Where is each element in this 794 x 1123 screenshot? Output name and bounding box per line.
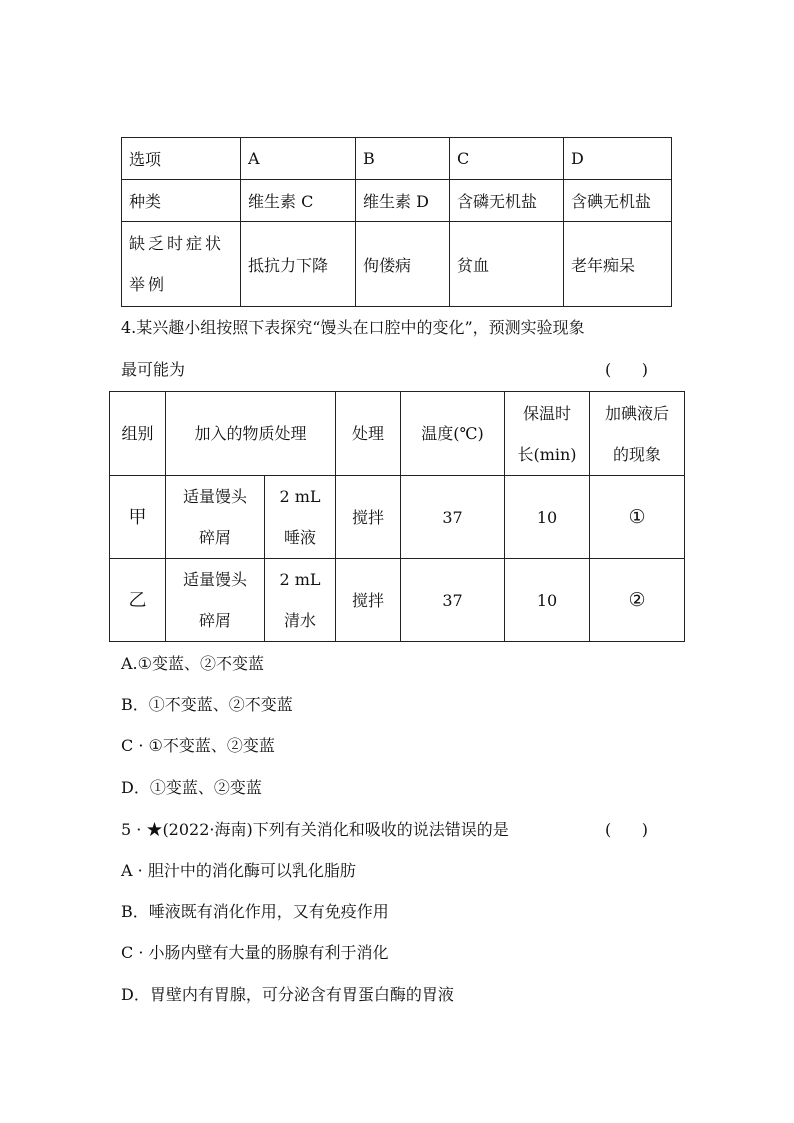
table-cell: 老年痴呆 (564, 222, 672, 307)
option-a: A · 胆汁中的消化酶可以乳化脂肪 (121, 861, 356, 880)
table-row (110, 476, 685, 559)
cell-line: 2 mL (279, 487, 321, 506)
table-cell: 乙 (110, 559, 166, 642)
table-cell: 抵抗力下降 (241, 222, 356, 307)
table-cell (265, 559, 336, 642)
header-cell: 组别 (110, 392, 166, 476)
table-cell: 佝偻病 (356, 222, 450, 307)
cell-line: 适量馒头 (182, 570, 247, 589)
option-c: C · ①不变蓝、②变蓝 (121, 736, 275, 755)
table-row (122, 222, 672, 307)
table-cell: 10 (505, 559, 590, 642)
table-cell: 37 (401, 559, 505, 642)
cell-line: 适量馒头 (182, 487, 247, 506)
symptom-label-line1: 缺乏时症状 (129, 234, 225, 253)
table-cell: 维生素 C (241, 180, 356, 222)
option-a: A.①变蓝、②不变蓝 (121, 654, 264, 673)
table-row (110, 392, 685, 476)
header-cell (590, 392, 685, 476)
table-cell: A (241, 138, 356, 180)
table-cell (265, 476, 336, 559)
cell-line: 碎屑 (198, 528, 231, 547)
option-b: B．①不变蓝、②不变蓝 (121, 695, 293, 714)
header-result-line2: 的现象 (612, 444, 661, 464)
table-cell: 维生素 D (356, 180, 450, 222)
table-row (122, 180, 672, 222)
cell-line: 2 mL (279, 570, 321, 589)
table-cell: 种类 (122, 180, 241, 222)
table-cell (166, 559, 265, 642)
answer-blank: ( ) (605, 360, 648, 379)
question-4-stem-cont: 最可能为 (121, 360, 186, 379)
option-d: D．胃壁内有胃腺，可分泌含有胃蛋白酶的胃液 (121, 985, 454, 1004)
table-cell: 含磷无机盐 (450, 180, 564, 222)
table-cell: D (564, 138, 672, 180)
option-b: B．唾液既有消化作用，又有免疫作用 (121, 902, 389, 921)
cell-line: 清水 (283, 611, 316, 630)
header-time-line2: 长(min) (517, 444, 577, 464)
table-cell: 搅拌 (336, 559, 401, 642)
table-cell: 甲 (110, 476, 166, 559)
table-cell: B (356, 138, 450, 180)
experiment-table (109, 391, 685, 642)
table-cell: 搅拌 (336, 476, 401, 559)
question-5-stem: 5 · ★(2022·海南)下列有关消化和吸收的说法错误的是 (121, 820, 509, 839)
answer-blank: ( ) (605, 820, 648, 839)
header-cell (505, 392, 590, 476)
table-cell: C (450, 138, 564, 180)
question-4-stem: 4.某兴趣小组按照下表探究“馒头在口腔中的变化”，预测实验现象 (121, 318, 585, 337)
header-time-line1: 保温时 (522, 403, 571, 423)
table-cell: ② (590, 559, 685, 642)
table-cell: 含碘无机盐 (564, 180, 672, 222)
table-cell (166, 476, 265, 559)
table-cell: 选项 (122, 138, 241, 180)
cell-line: 碎屑 (198, 611, 231, 630)
header-result-line1: 加碘液后 (604, 403, 669, 423)
option-d: D．①变蓝、②变蓝 (121, 778, 262, 797)
table-cell (122, 222, 241, 307)
table-row (110, 559, 685, 642)
table-cell: 37 (401, 476, 505, 559)
symptom-label-line2: 举例 (129, 275, 168, 294)
cell-line: 唾液 (283, 528, 316, 547)
table-cell: 10 (505, 476, 590, 559)
header-cell: 处理 (336, 392, 401, 476)
vitamin-table (121, 137, 672, 307)
header-cell: 加入的物质处理 (166, 392, 336, 476)
table-cell: 贫血 (450, 222, 564, 307)
header-cell: 温度(℃) (401, 392, 505, 476)
table-row (122, 138, 672, 180)
table-cell: ① (590, 476, 685, 559)
option-c: C · 小肠内壁有大量的肠腺有利于消化 (121, 943, 389, 962)
